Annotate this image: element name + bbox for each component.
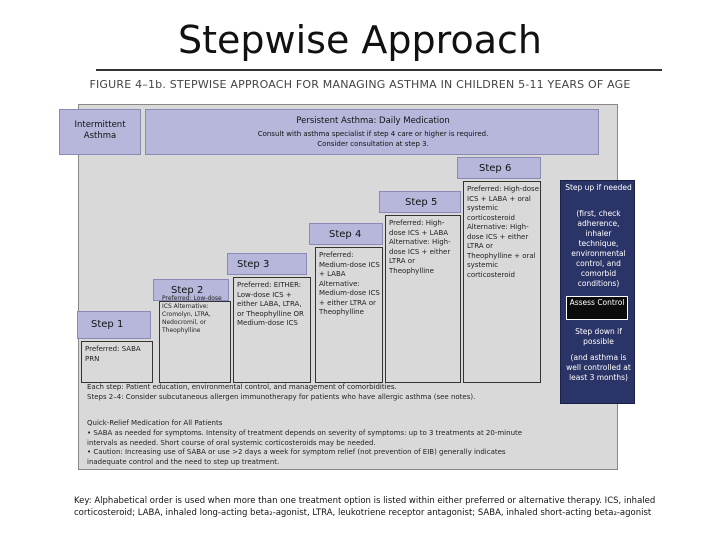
key-text: Key: Alphabetical order is used when more than one treatment option is listed within either preferred or alternative therapy. ICS, inhaled corticosteroid; LABA, inhaled long-acting beta₂-agonist, LTRA, leukotriene receptor antagonist; SABA, inhaled short-acting beta₂-agonist [74, 496, 656, 518]
step2-label: Step 2 [171, 285, 204, 296]
persistent-title: Persistent Asthma: Daily Medication [296, 116, 450, 126]
persistent-line2: Consider consultation at step 3. [317, 140, 429, 148]
step5-label: Step 5 [405, 197, 438, 208]
each-step-line2: Steps 2–4: Consider subcutaneous allergen immunotherapy for patients who have allergic asthma (see notes). [87, 393, 476, 401]
step-down-note: (and asthma is well controlled at least 3 months) [566, 353, 631, 382]
step-guidance-bar [560, 180, 635, 404]
quick-relief-b2: • Caution: Increasing use of SABA or use >2 days a week for symptom relief (not prevention of EIB) generally indicates inadequate control and the need to step up treatment. [87, 448, 506, 466]
step-up-label: Step up if needed [565, 183, 632, 192]
figure-subtitle: FIGURE 4–1b. STEPWISE APPROACH FOR MANAGING ASTHMA IN CHILDREN 5-11 YEARS OF AGE [89, 78, 631, 91]
step6-text: Preferred: High-dose ICS + LABA + oral systemic corticosteroid Alternative: High-dose ICS + either LTRA or Theophylline + oral systemic corticosteroid [467, 185, 540, 279]
title-divider [96, 69, 662, 71]
intermittent-box [59, 109, 141, 155]
step3-label: Step 3 [237, 259, 270, 270]
persistent-box [145, 109, 599, 155]
quick-relief-b1: • SABA as needed for symptoms. Intensity of treatment depends on severity of symptoms: up to 3 treatments at 20-minute intervals as needed. Short course of oral systemic corticosteroids may be needed. [87, 429, 523, 447]
step4-text: Preferred: Medium-dose ICS + LABA Alternative: Medium-dose ICS + either LTRA or Theophylline [319, 251, 380, 316]
step5-text-visible: Preferred: High-dose ICS + LABA Alternative: High-dose ICS + either LTRA or Theophylline [389, 219, 451, 275]
step-down-label: Step down if possible [575, 327, 622, 346]
quick-relief-title: Quick-Relief Medication for All Patients [87, 419, 223, 427]
intermittent-label: Intermittent Asthma [74, 120, 126, 141]
page-title: Stepwise Approach [178, 18, 542, 62]
assess-control-box: Assess Control [566, 296, 628, 320]
step1-label: Step 1 [91, 319, 124, 330]
persistent-line1: Consult with asthma specialist if step 4 care or higher is required. [257, 130, 489, 138]
step1-text: Preferred: SABA PRN [85, 345, 141, 363]
step2-text: Preferred: Low-dose ICS Alternative: Cromolyn, LTRA, Nedocromil, or Theophylline [162, 295, 222, 334]
step4-label: Step 4 [329, 229, 362, 240]
step-up-note: (first, check adherence, inhaler technique, environmental control, and comorbid conditions) [571, 209, 626, 288]
each-step-line1: Each step: Patient education, environmental control, and management of comorbidities. [87, 383, 397, 391]
step3-text: Preferred: EITHER: Low-dose ICS + either LABA, LTRA, or Theophylline OR Medium-dose ICS [237, 281, 304, 327]
diagram-frame [74, 104, 618, 470]
step6-label: Step 6 [479, 163, 512, 174]
